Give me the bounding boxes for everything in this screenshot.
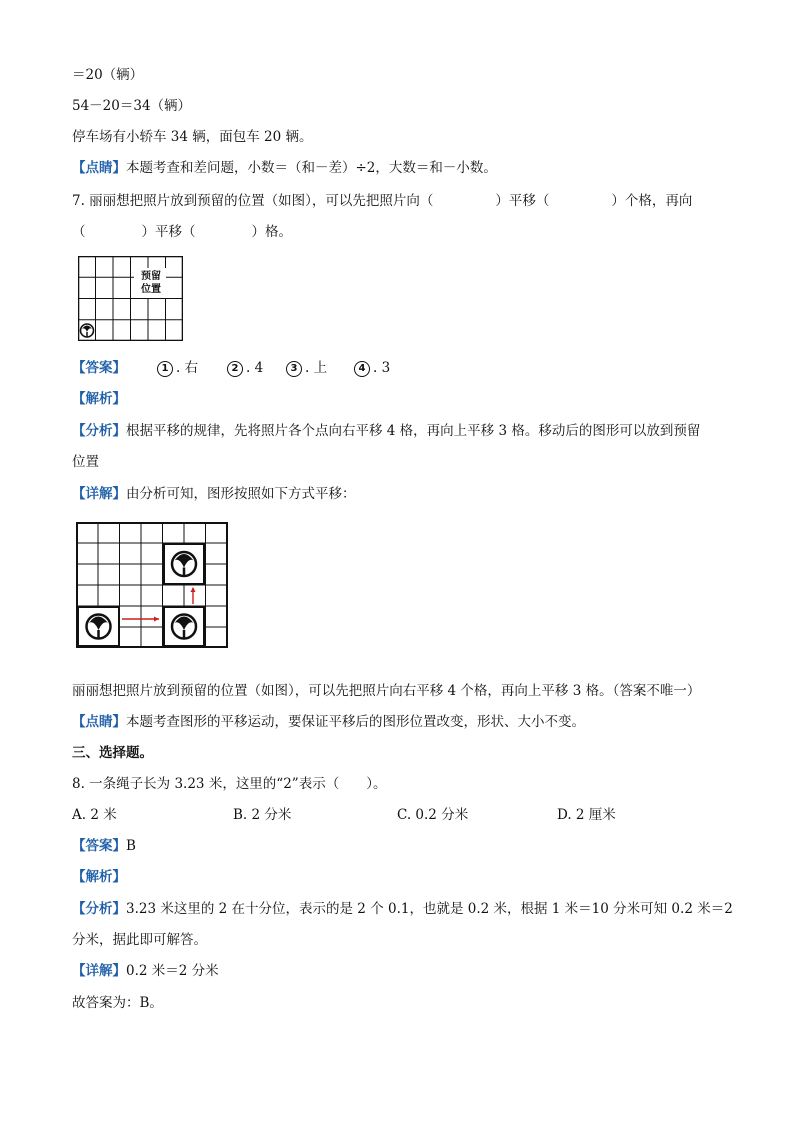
translation-grid-svg — [76, 522, 228, 648]
answer-tag: 【答案】 — [72, 838, 126, 854]
jiexi-tag: 【解析】 — [72, 869, 126, 885]
xiangjie-text: 由分析可知，图形按照如下方式平移： — [126, 486, 356, 502]
q8-stem: 8. 一条绳子长为 3.23 米，这里的“2”表示（ ）。 — [72, 776, 387, 792]
fenxi-tag: 【分析】 — [72, 423, 126, 439]
answer-item-text: . 上 — [305, 360, 328, 376]
answer-item-4 — [354, 359, 390, 377]
dianjing-text: 本题考查和差问题，小数＝（和－差）÷2，大数＝和－小数。 — [126, 160, 497, 176]
q8-fenxi-line — [72, 900, 733, 918]
q8-option-b: B. 2 分米 — [233, 807, 292, 823]
q8-option-c: C. 0.2 分米 — [397, 807, 469, 823]
fenxi-tag: 【分析】 — [72, 901, 126, 917]
calc-result-line: 停车场有小轿车 34 辆，面包车 20 辆。 — [72, 129, 313, 145]
photo-final-tile — [164, 544, 204, 584]
answer-item-text: . 3 — [373, 360, 391, 376]
circled-number: 3 — [286, 361, 302, 377]
fenxi-text: 3.23 米这里的 2 在十分位，表示的是 2 个 0.1，也就是 0.2 米，根据 1 米＝10 分米可知 0.2 米＝2 — [126, 901, 733, 917]
q8-xiangjie-line — [72, 962, 219, 980]
q7-stem-part: ）格。 — [251, 224, 292, 240]
q7-conclusion: 丽丽想把照片放到预留的位置（如图），可以先把照片向右平移 4 个格，再向上平移 3 格。（答案不唯一） — [72, 683, 701, 699]
photo-original-tile — [78, 607, 119, 646]
section-title: 三、选择题。 — [72, 745, 153, 761]
photo-moved-right-tile — [164, 607, 204, 646]
q7-fenxi-line — [72, 422, 700, 440]
q7-stem-part: ）平移（ — [141, 224, 196, 240]
reserved-label-line-1: 预留 — [141, 271, 161, 282]
answer-tag: 【答案】 — [72, 360, 126, 376]
translation-grid-figure — [76, 522, 228, 648]
q8-final-answer: 故答案为：B。 — [72, 995, 163, 1011]
jiexi-tag: 【解析】 — [72, 391, 126, 407]
calc-line-2: 54－20＝34（辆） — [72, 98, 192, 114]
q8-option-d: D. 2 厘米 — [557, 807, 616, 823]
answer-item-3 — [286, 359, 327, 377]
circled-number: 4 — [354, 361, 370, 377]
xiangjie-tag: 【详解】 — [72, 486, 126, 502]
q7-stem-part: 7. 丽丽想把照片放到预留的位置（如图），可以先把照片向（ — [72, 193, 434, 209]
q7-stem-part: ）平移（ — [495, 193, 550, 209]
reserved-position-label — [136, 270, 166, 296]
q7-stem-part: ）个格，再向 — [611, 193, 693, 209]
dianjing-tag: 【点睛】 — [72, 714, 126, 730]
q7-grid-svg — [78, 256, 183, 341]
q7-stem-part: （ — [72, 224, 86, 240]
dianjing-tag: 【点睛】 — [72, 160, 126, 176]
q7-jiexi-line — [72, 390, 126, 408]
circled-number: 2 — [227, 361, 243, 377]
xiangjie-text: 0.2 米＝2 分米 — [126, 963, 219, 979]
q7-dianjing-line — [72, 713, 585, 731]
q7-grid-figure — [78, 256, 183, 341]
answer-item-text: . 右 — [176, 360, 199, 376]
arrow-up-icon — [191, 587, 196, 604]
q8-option-a: A. 2 米 — [72, 807, 117, 823]
photo-bird-icon — [81, 324, 94, 337]
q8-fenxi-line-2: 分米，据此即可解答。 — [72, 932, 207, 948]
q8-answer-line — [72, 837, 136, 855]
q7-xiangjie-line — [72, 485, 356, 503]
calc-line-1: ＝20（辆） — [72, 67, 144, 83]
answer-item-text: . 4 — [246, 360, 264, 376]
dianjing-text: 本题考查图形的平移运动，要保证平移后的图形位置改变，形状、大小不变。 — [126, 714, 585, 730]
q8-jiexi-line — [72, 868, 126, 886]
answer-item-1 — [157, 359, 198, 377]
reserved-label-line-2: 位置 — [141, 284, 161, 295]
xiangjie-tag: 【详解】 — [72, 963, 126, 979]
fenxi-text: 根据平移的规律，先将照片各个点向右平移 4 格，再向上平移 3 格。移动后的图形可以放到预留 — [126, 423, 701, 439]
dianjing-line-q6 — [72, 159, 497, 177]
q7-fenxi-line-2: 位置 — [72, 454, 99, 470]
q7-stem-line-2 — [72, 223, 292, 241]
q7-answer-line — [72, 359, 126, 377]
q7-stem-line-1 — [72, 192, 692, 210]
answer-value: B — [126, 838, 136, 854]
answer-item-2 — [227, 359, 263, 377]
circled-number: 1 — [157, 361, 173, 377]
